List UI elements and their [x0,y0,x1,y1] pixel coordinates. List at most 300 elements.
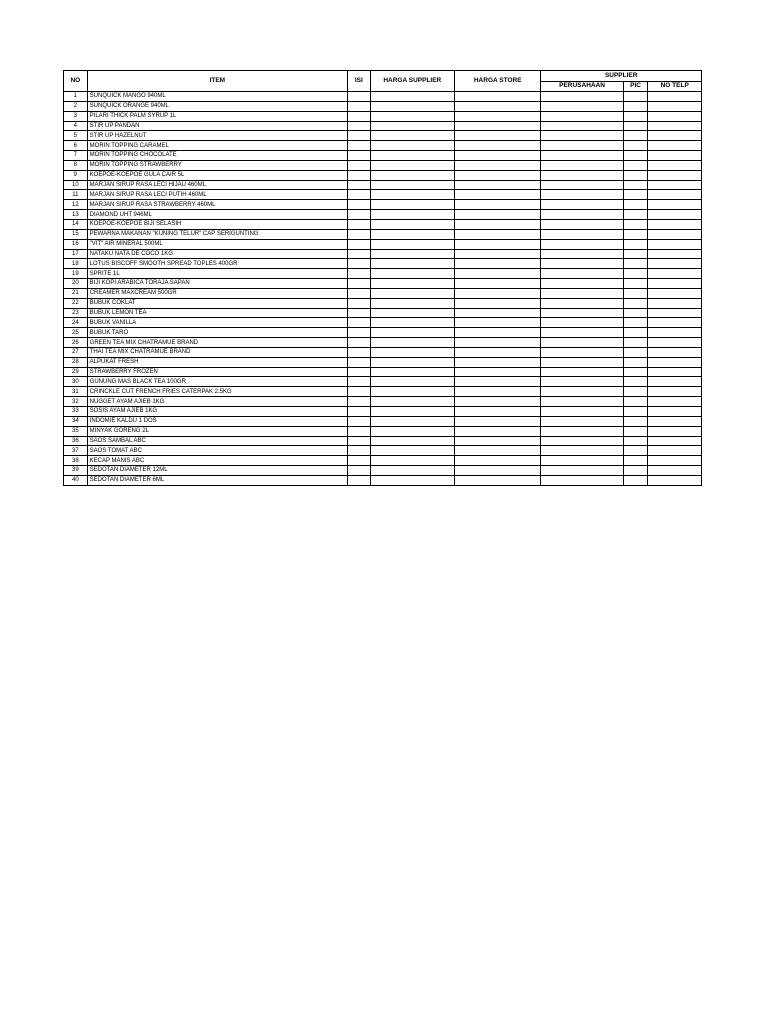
row-number: 39 [64,466,88,476]
no-telp-cell[interactable] [648,200,702,210]
pic-cell[interactable] [623,121,648,131]
table-row [64,131,702,141]
perusahaan-cell[interactable] [541,219,623,229]
isi-cell[interactable] [347,357,370,367]
perusahaan-cell[interactable] [541,377,623,387]
perusahaan-cell[interactable] [541,200,623,210]
harga-store-cell[interactable] [454,210,540,220]
harga-supplier-cell[interactable] [370,170,454,180]
pic-cell[interactable] [623,259,648,269]
perusahaan-cell[interactable] [541,111,623,121]
harga-supplier-cell[interactable] [370,111,454,121]
pic-cell[interactable] [623,229,648,239]
no-telp-cell[interactable] [648,219,702,229]
harga-supplier-cell[interactable] [370,377,454,387]
perusahaan-cell[interactable] [541,387,623,397]
no-telp-cell[interactable] [648,298,702,308]
pic-cell[interactable] [623,466,648,476]
pic-cell[interactable] [623,190,648,200]
item-name: SPRITE 1L [87,269,347,279]
pic-cell[interactable] [623,279,648,289]
row-number: 13 [64,210,88,220]
harga-supplier-cell[interactable] [370,367,454,377]
item-name: THAI TEA MIX CHATRAMUE BRAND [87,347,347,357]
isi-cell[interactable] [347,456,370,466]
isi-cell[interactable] [347,279,370,289]
harga-supplier-cell[interactable] [370,131,454,141]
header-perusahaan: PERUSAHAAN [541,82,623,92]
no-telp-cell[interactable] [648,397,702,407]
no-telp-cell[interactable] [648,180,702,190]
harga-store-cell[interactable] [454,111,540,121]
pic-cell[interactable] [623,170,648,180]
perusahaan-cell[interactable] [541,446,623,456]
no-telp-cell[interactable] [648,210,702,220]
harga-store-cell[interactable] [454,377,540,387]
isi-cell[interactable] [347,426,370,436]
harga-supplier-cell[interactable] [370,456,454,466]
harga-store-cell[interactable] [454,269,540,279]
no-telp-cell[interactable] [648,338,702,348]
harga-supplier-cell[interactable] [370,160,454,170]
no-telp-cell[interactable] [648,141,702,151]
pic-cell[interactable] [623,367,648,377]
perusahaan-cell[interactable] [541,357,623,367]
isi-cell[interactable] [347,416,370,426]
table-row [64,456,702,466]
table-row [64,308,702,318]
perusahaan-cell[interactable] [541,151,623,161]
perusahaan-cell[interactable] [541,436,623,446]
harga-store-cell[interactable] [454,298,540,308]
no-telp-cell[interactable] [648,387,702,397]
no-telp-cell[interactable] [648,170,702,180]
row-number: 38 [64,456,88,466]
harga-store-cell[interactable] [454,397,540,407]
harga-supplier-cell[interactable] [370,151,454,161]
no-telp-cell[interactable] [648,92,702,102]
no-telp-cell[interactable] [648,466,702,476]
row-number: 14 [64,219,88,229]
harga-supplier-cell[interactable] [370,338,454,348]
no-telp-cell[interactable] [648,347,702,357]
header-pic: PIC [623,82,648,92]
no-telp-cell[interactable] [648,318,702,328]
header-supplier: SUPPLIER [541,71,702,82]
table-row [64,170,702,180]
row-number: 28 [64,357,88,367]
harga-supplier-cell[interactable] [370,249,454,259]
isi-cell[interactable] [347,180,370,190]
harga-supplier-cell[interactable] [370,279,454,289]
isi-cell[interactable] [347,229,370,239]
no-telp-cell[interactable] [648,475,702,485]
isi-cell[interactable] [347,190,370,200]
pic-cell[interactable] [623,288,648,298]
isi-cell[interactable] [347,387,370,397]
harga-store-cell[interactable] [454,121,540,131]
harga-supplier-cell[interactable] [370,101,454,111]
perusahaan-cell[interactable] [541,466,623,476]
isi-cell[interactable] [347,259,370,269]
isi-cell[interactable] [347,397,370,407]
row-number: 21 [64,288,88,298]
perusahaan-cell[interactable] [541,416,623,426]
harga-supplier-cell[interactable] [370,269,454,279]
harga-store-cell[interactable] [454,170,540,180]
isi-cell[interactable] [347,288,370,298]
isi-cell[interactable] [347,121,370,131]
table-row [64,190,702,200]
harga-supplier-cell[interactable] [370,121,454,131]
harga-store-cell[interactable] [454,426,540,436]
harga-store-cell[interactable] [454,475,540,485]
row-number: 3 [64,111,88,121]
no-telp-cell[interactable] [648,416,702,426]
harga-supplier-cell[interactable] [370,416,454,426]
perusahaan-cell[interactable] [541,121,623,131]
harga-supplier-cell[interactable] [370,180,454,190]
perusahaan-cell[interactable] [541,249,623,259]
harga-store-cell[interactable] [454,387,540,397]
isi-cell[interactable] [347,328,370,338]
perusahaan-cell[interactable] [541,328,623,338]
table-row [64,338,702,348]
pic-cell[interactable] [623,101,648,111]
table-row [64,367,702,377]
row-number: 5 [64,131,88,141]
harga-supplier-cell[interactable] [370,298,454,308]
harga-store-cell[interactable] [454,190,540,200]
perusahaan-cell[interactable] [541,259,623,269]
harga-store-cell[interactable] [454,200,540,210]
no-telp-cell[interactable] [648,190,702,200]
isi-cell[interactable] [347,101,370,111]
isi-cell[interactable] [347,151,370,161]
row-number: 36 [64,436,88,446]
pic-cell[interactable] [623,416,648,426]
row-number: 15 [64,229,88,239]
harga-supplier-cell[interactable] [370,259,454,269]
harga-store-cell[interactable] [454,180,540,190]
isi-cell[interactable] [347,475,370,485]
table-row [64,426,702,436]
no-telp-cell[interactable] [648,269,702,279]
perusahaan-cell[interactable] [541,318,623,328]
isi-cell[interactable] [347,436,370,446]
harga-supplier-cell[interactable] [370,426,454,436]
harga-store-cell[interactable] [454,101,540,111]
row-number: 22 [64,298,88,308]
item-name: BUBUK TARO [87,328,347,338]
perusahaan-cell[interactable] [541,397,623,407]
isi-cell[interactable] [347,92,370,102]
item-name: GUNUNG MAS BLACK TEA 100GR [87,377,347,387]
row-number: 20 [64,279,88,289]
perusahaan-cell[interactable] [541,269,623,279]
harga-store-cell[interactable] [454,160,540,170]
harga-store-cell[interactable] [454,131,540,141]
item-name: SEDOTAN DIAMETER 6ML [87,475,347,485]
harga-store-cell[interactable] [454,446,540,456]
supplier-price-sheet [63,70,702,486]
pic-cell[interactable] [623,151,648,161]
harga-supplier-cell[interactable] [370,210,454,220]
table-header [64,71,702,92]
row-number: 8 [64,160,88,170]
no-telp-cell[interactable] [648,151,702,161]
perusahaan-cell[interactable] [541,180,623,190]
isi-cell[interactable] [347,249,370,259]
no-telp-cell[interactable] [648,436,702,446]
pic-cell[interactable] [623,180,648,190]
isi-cell[interactable] [347,367,370,377]
harga-store-cell[interactable] [454,338,540,348]
isi-cell[interactable] [347,446,370,456]
pic-cell[interactable] [623,456,648,466]
item-name: MARJAN SIRUP RASA LECI PUTIH 460ML [87,190,347,200]
harga-supplier-cell[interactable] [370,407,454,417]
harga-store-cell[interactable] [454,92,540,102]
no-telp-cell[interactable] [648,357,702,367]
no-telp-cell[interactable] [648,101,702,111]
no-telp-cell[interactable] [648,426,702,436]
harga-supplier-cell[interactable] [370,288,454,298]
harga-store-cell[interactable] [454,456,540,466]
pic-cell[interactable] [623,436,648,446]
perusahaan-cell[interactable] [541,426,623,436]
isi-cell[interactable] [347,338,370,348]
harga-supplier-cell[interactable] [370,141,454,151]
perusahaan-cell[interactable] [541,308,623,318]
isi-cell[interactable] [347,210,370,220]
harga-supplier-cell[interactable] [370,190,454,200]
harga-store-cell[interactable] [454,347,540,357]
perusahaan-cell[interactable] [541,170,623,180]
perusahaan-cell[interactable] [541,456,623,466]
harga-store-cell[interactable] [454,288,540,298]
no-telp-cell[interactable] [648,279,702,289]
isi-cell[interactable] [347,200,370,210]
no-telp-cell[interactable] [648,446,702,456]
no-telp-cell[interactable] [648,121,702,131]
table-row [64,121,702,131]
no-telp-cell[interactable] [648,259,702,269]
item-name: GREEN TEA MIX CHATRAMUE BRAND [87,338,347,348]
harga-store-cell[interactable] [454,151,540,161]
pic-cell[interactable] [623,357,648,367]
pic-cell[interactable] [623,318,648,328]
harga-supplier-cell[interactable] [370,200,454,210]
pic-cell[interactable] [623,141,648,151]
isi-cell[interactable] [347,298,370,308]
perusahaan-cell[interactable] [541,101,623,111]
perusahaan-cell[interactable] [541,338,623,348]
perusahaan-cell[interactable] [541,229,623,239]
row-number: 25 [64,328,88,338]
table-row [64,219,702,229]
pic-cell[interactable] [623,426,648,436]
harga-store-cell[interactable] [454,328,540,338]
row-number: 26 [64,338,88,348]
harga-store-cell[interactable] [454,279,540,289]
perusahaan-cell[interactable] [541,288,623,298]
harga-store-cell[interactable] [454,367,540,377]
harga-store-cell[interactable] [454,229,540,239]
no-telp-cell[interactable] [648,288,702,298]
item-name: STRAWBERRY FROZEN [87,367,347,377]
no-telp-cell[interactable] [648,229,702,239]
isi-cell[interactable] [347,239,370,249]
isi-cell[interactable] [347,308,370,318]
no-telp-cell[interactable] [648,367,702,377]
isi-cell[interactable] [347,141,370,151]
pic-cell[interactable] [623,328,648,338]
harga-supplier-cell[interactable] [370,446,454,456]
perusahaan-cell[interactable] [541,298,623,308]
pic-cell[interactable] [623,298,648,308]
isi-cell[interactable] [347,347,370,357]
perusahaan-cell[interactable] [541,190,623,200]
no-telp-cell[interactable] [648,249,702,259]
perusahaan-cell[interactable] [541,407,623,417]
row-number: 2 [64,101,88,111]
isi-cell[interactable] [347,466,370,476]
perusahaan-cell[interactable] [541,279,623,289]
item-name: BUBUK LEMON TEA [87,308,347,318]
isi-cell[interactable] [347,377,370,387]
pic-cell[interactable] [623,210,648,220]
isi-cell[interactable] [347,111,370,121]
perusahaan-cell[interactable] [541,131,623,141]
harga-store-cell[interactable] [454,436,540,446]
item-name: "VIT" AIR MINERAL 500ML [87,239,347,249]
table-row [64,416,702,426]
pic-cell[interactable] [623,446,648,456]
harga-store-cell[interactable] [454,259,540,269]
table-row [64,387,702,397]
pic-cell[interactable] [623,131,648,141]
isi-cell[interactable] [347,219,370,229]
pic-cell[interactable] [623,475,648,485]
pic-cell[interactable] [623,377,648,387]
isi-cell[interactable] [347,407,370,417]
pic-cell[interactable] [623,239,648,249]
harga-supplier-cell[interactable] [370,308,454,318]
table-row [64,357,702,367]
harga-store-cell[interactable] [454,219,540,229]
no-telp-cell[interactable] [648,111,702,121]
pic-cell[interactable] [623,249,648,259]
harga-store-cell[interactable] [454,141,540,151]
isi-cell[interactable] [347,170,370,180]
pic-cell[interactable] [623,387,648,397]
harga-store-cell[interactable] [454,308,540,318]
harga-supplier-cell[interactable] [370,328,454,338]
no-telp-cell[interactable] [648,407,702,417]
harga-store-cell[interactable] [454,466,540,476]
pic-cell[interactable] [623,407,648,417]
no-telp-cell[interactable] [648,131,702,141]
harga-supplier-cell[interactable] [370,318,454,328]
item-name: INDOMIE KALDU 1 DOS [87,416,347,426]
no-telp-cell[interactable] [648,160,702,170]
item-name: PILARI THICK PALM SYRUP 1L [87,111,347,121]
perusahaan-cell[interactable] [541,475,623,485]
pic-cell[interactable] [623,92,648,102]
harga-supplier-cell[interactable] [370,436,454,446]
item-name: DIAMOND UHT 946ML [87,210,347,220]
no-telp-cell[interactable] [648,239,702,249]
header-no-telp: NO TELP [648,82,702,92]
pic-cell[interactable] [623,200,648,210]
pic-cell[interactable] [623,160,648,170]
header-harga-store: HARGA STORE [454,71,540,92]
pic-cell[interactable] [623,397,648,407]
harga-supplier-cell[interactable] [370,219,454,229]
isi-cell[interactable] [347,160,370,170]
pic-cell[interactable] [623,269,648,279]
header-no: NO [64,71,88,92]
table-row [64,111,702,121]
no-telp-cell[interactable] [648,308,702,318]
row-number: 40 [64,475,88,485]
harga-store-cell[interactable] [454,416,540,426]
harga-store-cell[interactable] [454,318,540,328]
no-telp-cell[interactable] [648,377,702,387]
harga-store-cell[interactable] [454,249,540,259]
harga-supplier-cell[interactable] [370,92,454,102]
harga-supplier-cell[interactable] [370,229,454,239]
item-name: MORIN TOPPING STRAWBERRY [87,160,347,170]
harga-supplier-cell[interactable] [370,475,454,485]
pic-cell[interactable] [623,347,648,357]
row-number: 31 [64,387,88,397]
row-number: 1 [64,92,88,102]
harga-supplier-cell[interactable] [370,387,454,397]
pic-cell[interactable] [623,308,648,318]
harga-supplier-cell[interactable] [370,466,454,476]
table-row [64,446,702,456]
isi-cell[interactable] [347,318,370,328]
table-body [64,92,702,486]
perusahaan-cell[interactable] [541,160,623,170]
isi-cell[interactable] [347,269,370,279]
perusahaan-cell[interactable] [541,347,623,357]
perusahaan-cell[interactable] [541,239,623,249]
table-row [64,407,702,417]
harga-store-cell[interactable] [454,357,540,367]
perusahaan-cell[interactable] [541,92,623,102]
pic-cell[interactable] [623,111,648,121]
harga-supplier-cell[interactable] [370,347,454,357]
supplier-table [63,70,702,486]
harga-supplier-cell[interactable] [370,397,454,407]
pic-cell[interactable] [623,338,648,348]
harga-supplier-cell[interactable] [370,239,454,249]
perusahaan-cell[interactable] [541,141,623,151]
pic-cell[interactable] [623,219,648,229]
harga-store-cell[interactable] [454,407,540,417]
no-telp-cell[interactable] [648,328,702,338]
harga-supplier-cell[interactable] [370,357,454,367]
perusahaan-cell[interactable] [541,210,623,220]
harga-store-cell[interactable] [454,239,540,249]
no-telp-cell[interactable] [648,456,702,466]
perusahaan-cell[interactable] [541,367,623,377]
header-item: ITEM [87,71,347,92]
isi-cell[interactable] [347,131,370,141]
